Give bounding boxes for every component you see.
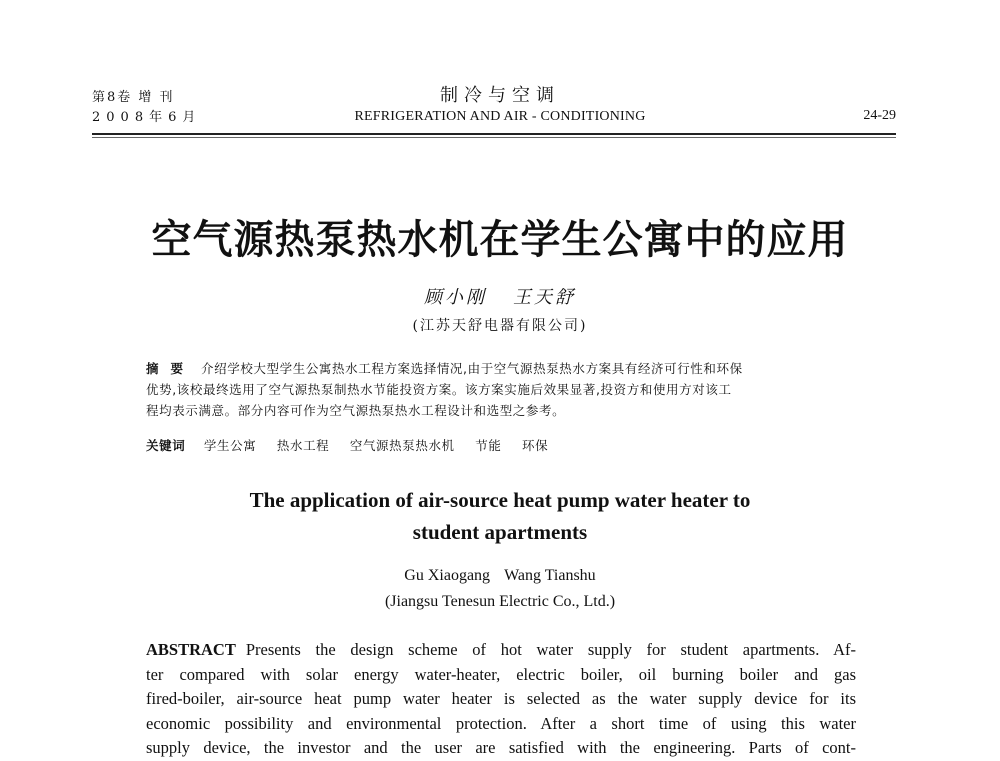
author-en-2: Wang Tianshu: [504, 567, 596, 584]
abstract-cn-label: 摘要: [146, 361, 196, 376]
abstract-cn-line: 程均表示满意。部分内容可作为空气源热泵热水工程设计和选型之参考。: [146, 403, 566, 418]
keywords-cn: [146, 436, 564, 454]
keyword: 环保: [522, 438, 549, 453]
header-rule-thin: [92, 137, 896, 138]
abstract-en-line: Presents the design scheme of hot water supply for student apartments. Af-: [245, 640, 856, 659]
journal-name-cn: 制冷与空调: [440, 85, 560, 106]
abstract-en: [146, 638, 856, 761]
affiliation-cn: (江苏天舒电器有限公司): [412, 318, 588, 334]
authors-en: [0, 567, 1000, 585]
author-cn-1: 顾小刚: [424, 287, 487, 308]
header-rule-thick: [92, 133, 896, 135]
abstract-en-line: economic possibility and environmental protection. After a short time of using this water: [146, 713, 856, 733]
abstract-en-line: fired-boiler, air-source heat pump water heater is selected as the water supply device for its: [146, 689, 856, 708]
title-en-line: The application of air-source heat pump water heater to: [249, 488, 751, 512]
keyword: 空气源热泵热水机: [349, 438, 455, 453]
keyword: 热水工程: [276, 438, 330, 453]
journal-name: [330, 84, 670, 126]
page-range: 24-29: [863, 108, 896, 123]
abstract-en-line: ter compared with solar energy water-heater, electric boiler, oil burning boiler and gas: [146, 664, 856, 684]
author-en-1: Gu Xiaogang: [404, 567, 491, 584]
issue-info: [92, 88, 201, 128]
volume-issue: 第8卷 增 刊: [92, 90, 175, 105]
article-title-cn: 空气源热泵热水机在学生公寓中的应用: [151, 217, 849, 263]
article-title-en: [0, 484, 1000, 548]
issue-date: 2008年6月: [92, 110, 202, 125]
abstract-cn-line: 优势,该校最终选用了空气源热泵制热水节能投资方案。该方案实施后效果显著,投资方和使用方对该工: [146, 382, 732, 397]
author-cn-2: 王天舒: [513, 287, 576, 308]
title-en-line: student apartments: [412, 520, 588, 544]
keyword: 学生公寓: [203, 438, 257, 453]
abstract-en-line: supply device, the investor and the user are satisfied with the engineering. Parts of cont-: [146, 738, 856, 757]
abstract-cn: [146, 358, 856, 421]
affiliation-en: (Jiangsu Tenesun Electric Co., Ltd.): [384, 593, 616, 610]
keyword: 节能: [475, 438, 502, 453]
abstract-en-label: ABSTRACT: [146, 640, 236, 659]
authors-cn: [0, 283, 1000, 309]
abstract-cn-line: 介绍学校大型学生公寓热水工程方案选择情况,由于空气源热泵热水方案具有经济可行性和环保: [201, 361, 743, 376]
keywords-cn-label: 关键词: [146, 438, 186, 453]
journal-name-en: REFRIGERATION AND AIR - CONDITIONING: [354, 109, 646, 124]
